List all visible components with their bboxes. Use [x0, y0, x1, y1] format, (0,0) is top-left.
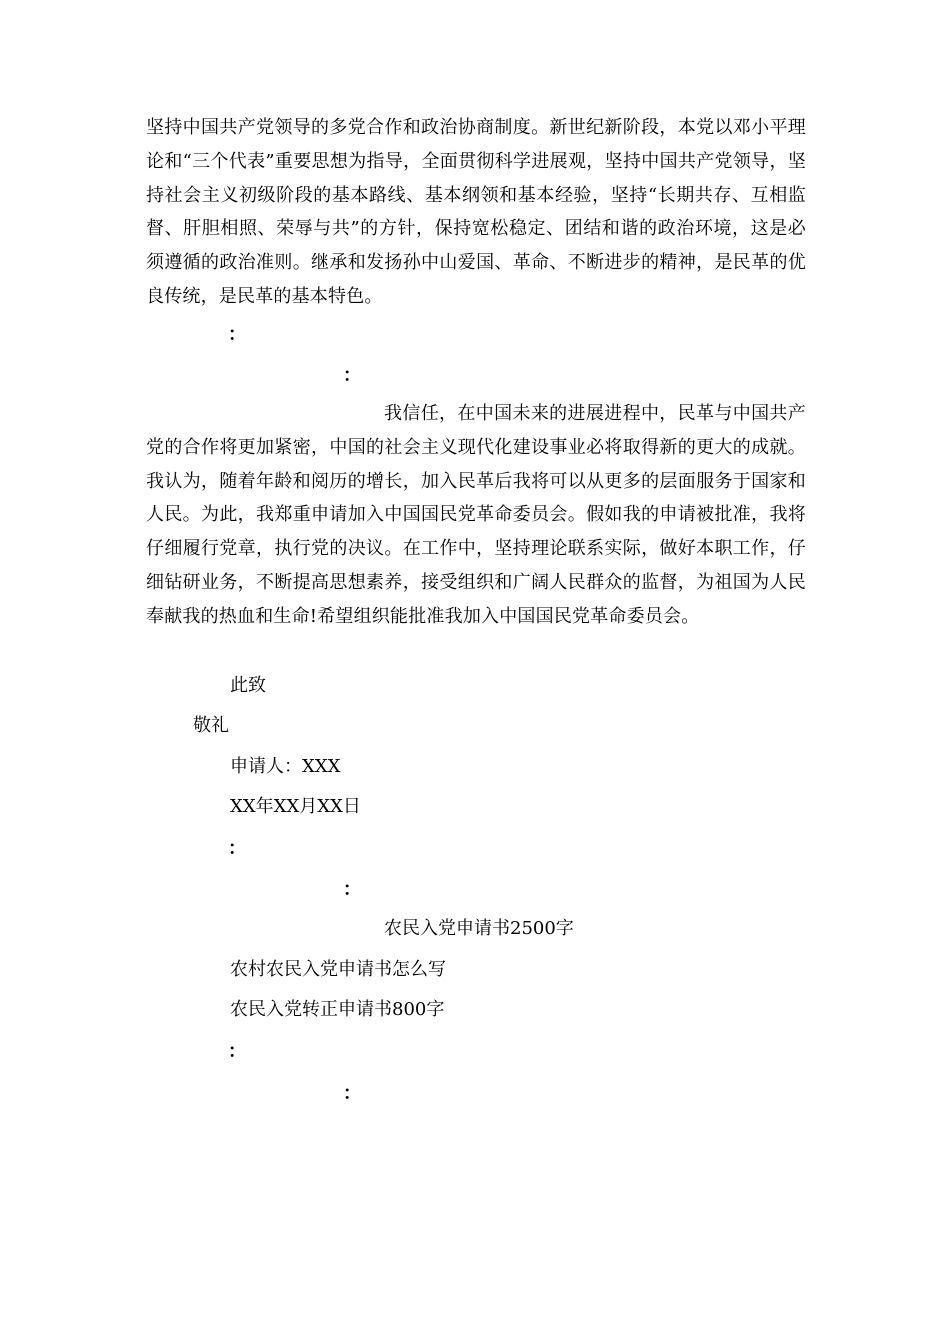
application-date: XX年XX月XX日: [230, 796, 361, 817]
colon-mark: ：: [343, 879, 361, 900]
related-article-title: 农村农民入党申请书怎么写: [230, 959, 446, 980]
applicant-signature: 申请人：XXX: [230, 756, 341, 777]
related-article-title: 农民入党申请书2500字: [384, 918, 574, 939]
body-paragraph-application: 我信任，在中国未来的进展进程中，民革与中国共产党的合作将更加紧密，中国的社会主义现代化建设事业必将取得新的更大的成就。我认为，随着年龄和阅历的增长，加入民革后我将可以从更多的层面服务于国家和人民。为此，我郑重申请加入中国国民党革命委员会。假如我的申请被批准，我将仔细履行党章，执行党的决议。在工作中，坚持理论联系实际，做好本职工作，仔细钻研业务，不断提高思想素养，接受组织和广阔人民群众的监督，为祖国为人民奉献我的热血和生命!希望组织能批准我加入中国国民党革命委员会。: [146, 403, 806, 627]
colon-mark: ：: [228, 1041, 246, 1062]
body-paragraph-principles: 坚持中国共产党领导的多党合作和政治协商制度。新世纪新阶段，本党以邓小平理论和“三个代表”重要思想为指导，全面贯彻科学进展观，坚持中国共产党领导，坚持社会主义初级阶段的基本路线、基本纲领和基本经验，坚持“长期共存、互相监督、肝胆相照、荣辱与共”的方针，保持宽松稳定、团结和谐的政治环境，这是必须遵循的政治准则。继承和发扬孙中山爱国、革命、不断进步的精神，是民革的优良传统，是民革的基本特色。: [146, 117, 806, 307]
salutation: 敬礼: [193, 715, 229, 736]
colon-mark: ：: [343, 365, 361, 386]
closing-phrase: 此致: [230, 675, 266, 696]
colon-mark: ：: [228, 838, 246, 859]
colon-mark: ：: [228, 324, 246, 345]
colon-mark: ：: [343, 1083, 361, 1104]
related-article-title: 农民入党转正申请书800字: [230, 999, 445, 1020]
